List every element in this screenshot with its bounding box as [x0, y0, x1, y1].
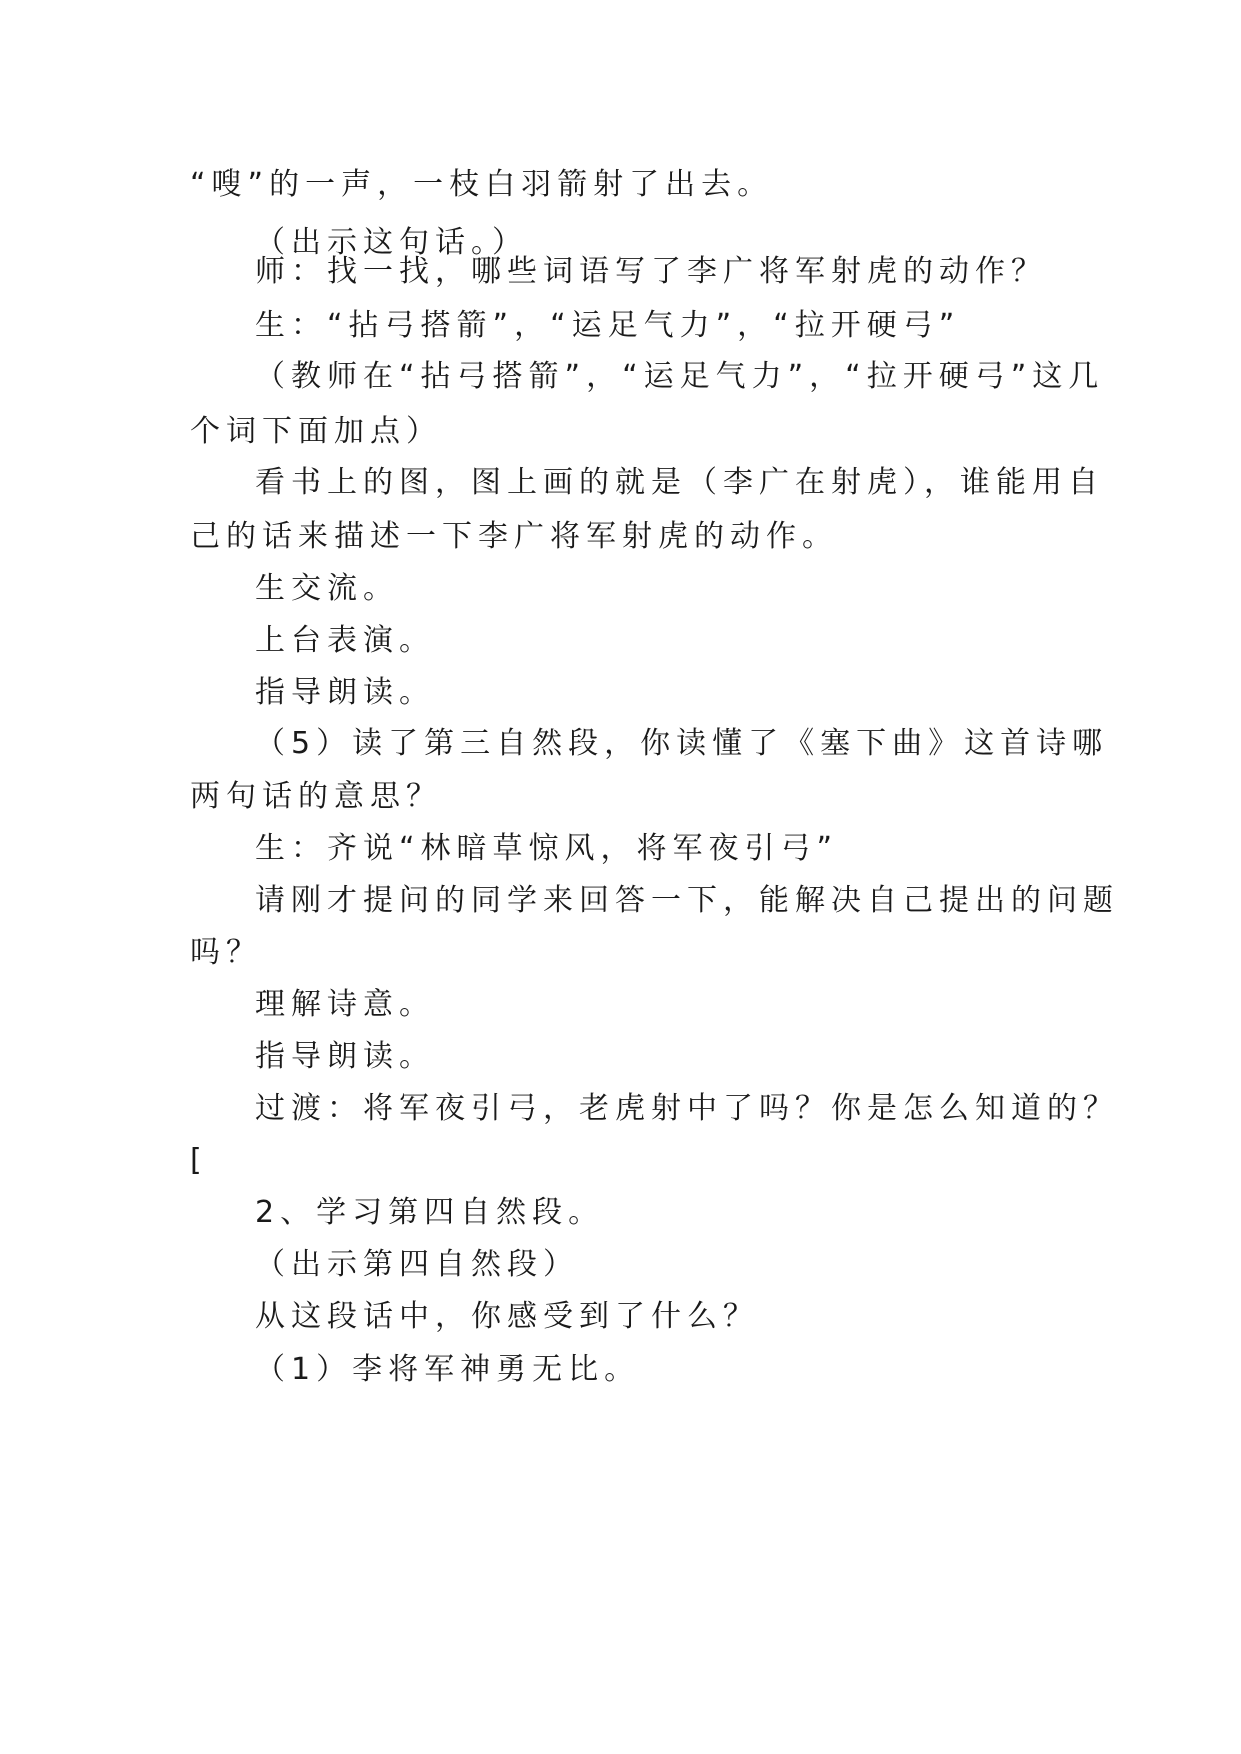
text-line: 过渡：将军夜引弓，老虎射中了吗？你是怎么知道的？: [255, 1091, 1119, 1126]
text-line: “嗖”的一声，一枝白羽箭射了出去。: [190, 167, 774, 202]
text-line: 请刚才提问的同学来回答一下，能解决自己提出的问题: [255, 883, 1119, 918]
text-line: 吗？: [190, 935, 262, 970]
text-line: 生：齐说“林暗草惊风，将军夜引弓”: [255, 831, 839, 866]
text-line: 个词下面加点）: [190, 414, 442, 449]
text-line: （1）李将军神勇无比。: [255, 1352, 641, 1387]
text-line: 生：“拈弓搭箭”，“运足气力”，“拉开硬弓”: [255, 308, 961, 343]
text-line: 上台表演。: [255, 623, 435, 658]
text-line: 看书上的图，图上画的就是（李广在射虎），谁能用自: [255, 465, 1104, 500]
text-line: 生交流。: [255, 571, 399, 606]
text-line: （教师在“拈弓搭箭”，“运足气力”，“拉开硬弓”这几: [255, 359, 1105, 394]
text-line: 从这段话中，你感受到了什么？: [255, 1299, 759, 1334]
text-line: （出示这句话。）: [255, 225, 528, 260]
text-line: （5）读了第三自然段，你读懂了《塞下曲》这首诗哪: [255, 726, 1109, 761]
text-line: 2、学习第四自然段。: [255, 1195, 605, 1230]
text-line: [: [190, 1143, 208, 1178]
text-line: 己的话来描述一下李广将军射虎的动作。: [190, 519, 838, 554]
text-line: 指导朗读。: [255, 1039, 435, 1074]
text-line: （出示第四自然段）: [255, 1247, 579, 1282]
text-line: 师：找一找，哪些词语写了李广将军射虎的动作？: [255, 254, 1047, 289]
text-line: 指导朗读。: [255, 675, 435, 710]
text-line: 理解诗意。: [255, 987, 435, 1022]
text-line: 两句话的意思？: [190, 779, 442, 814]
